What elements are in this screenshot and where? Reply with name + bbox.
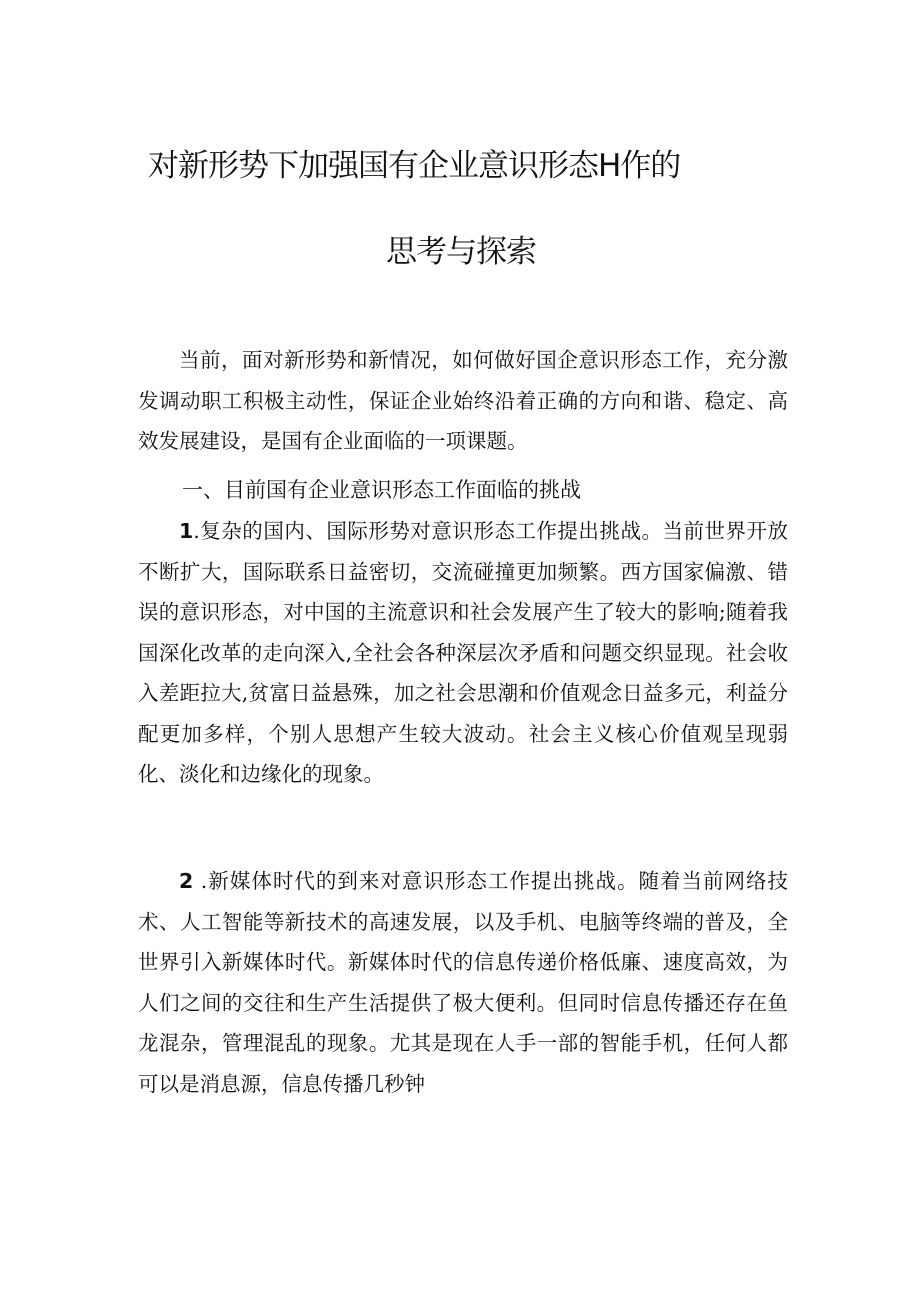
- section-heading-1: 一、目前国有企业意识形态工作面临的挑战: [182, 478, 581, 502]
- document-title-line-2: 思考与探索: [386, 234, 536, 270]
- item-2-text: .新媒体时代的到来对意识形态工作提出挑战。随着当前网络技术、人工智能等新技术的高速发展，以及手机、电脑等终端的普及，全世界引入新媒体时代。新媒体时代的信息传递价格低廉、速度高效，为人们之间的交往和生产生活提供了极大便利。但同时信息传播还存在鱼龙混杂，管理混乱的现象。尤其是现在人手一部的智能手机，任何人都可以是消息源，信息传播几秒钟: [138, 869, 788, 1096]
- item-1-number: 1: [179, 519, 194, 543]
- paragraph-item-1: [138, 511, 788, 795]
- paragraph-item-2: [138, 861, 788, 1104]
- document-title-line-1: 对新形势下加强国有企业意识形态H作的: [148, 148, 681, 184]
- item-2-number: 2: [179, 869, 194, 893]
- item-1-text: .复杂的国内、国际形势对意识形态工作提出挑战。当前世界开放不断扩大，国际联系日益密切，交流碰撞更加频繁。西方国家偏激、错误的意识形态，对中国的主流意识和社会发展产生了较大的影响;随着我国深化改革的走向深入,全社会各种深层次矛盾和问题交织显现。社会收入差距拉大,贫富日益悬殊，加之社会思潮和价值观念日益多元，利益分配更加多样，个别人思想产生较大波动。社会主义核心价值观呈现弱化、淡化和边缘化的现象。: [138, 519, 788, 786]
- intro-paragraph: 当前，面对新形势和新情况，如何做好国企意识形态工作，充分激发调动职工积极主动性，保证企业始终沿着正确的方向和谐、稳定、高效发展建设，是国有企业面临的一项课题。: [138, 348, 788, 453]
